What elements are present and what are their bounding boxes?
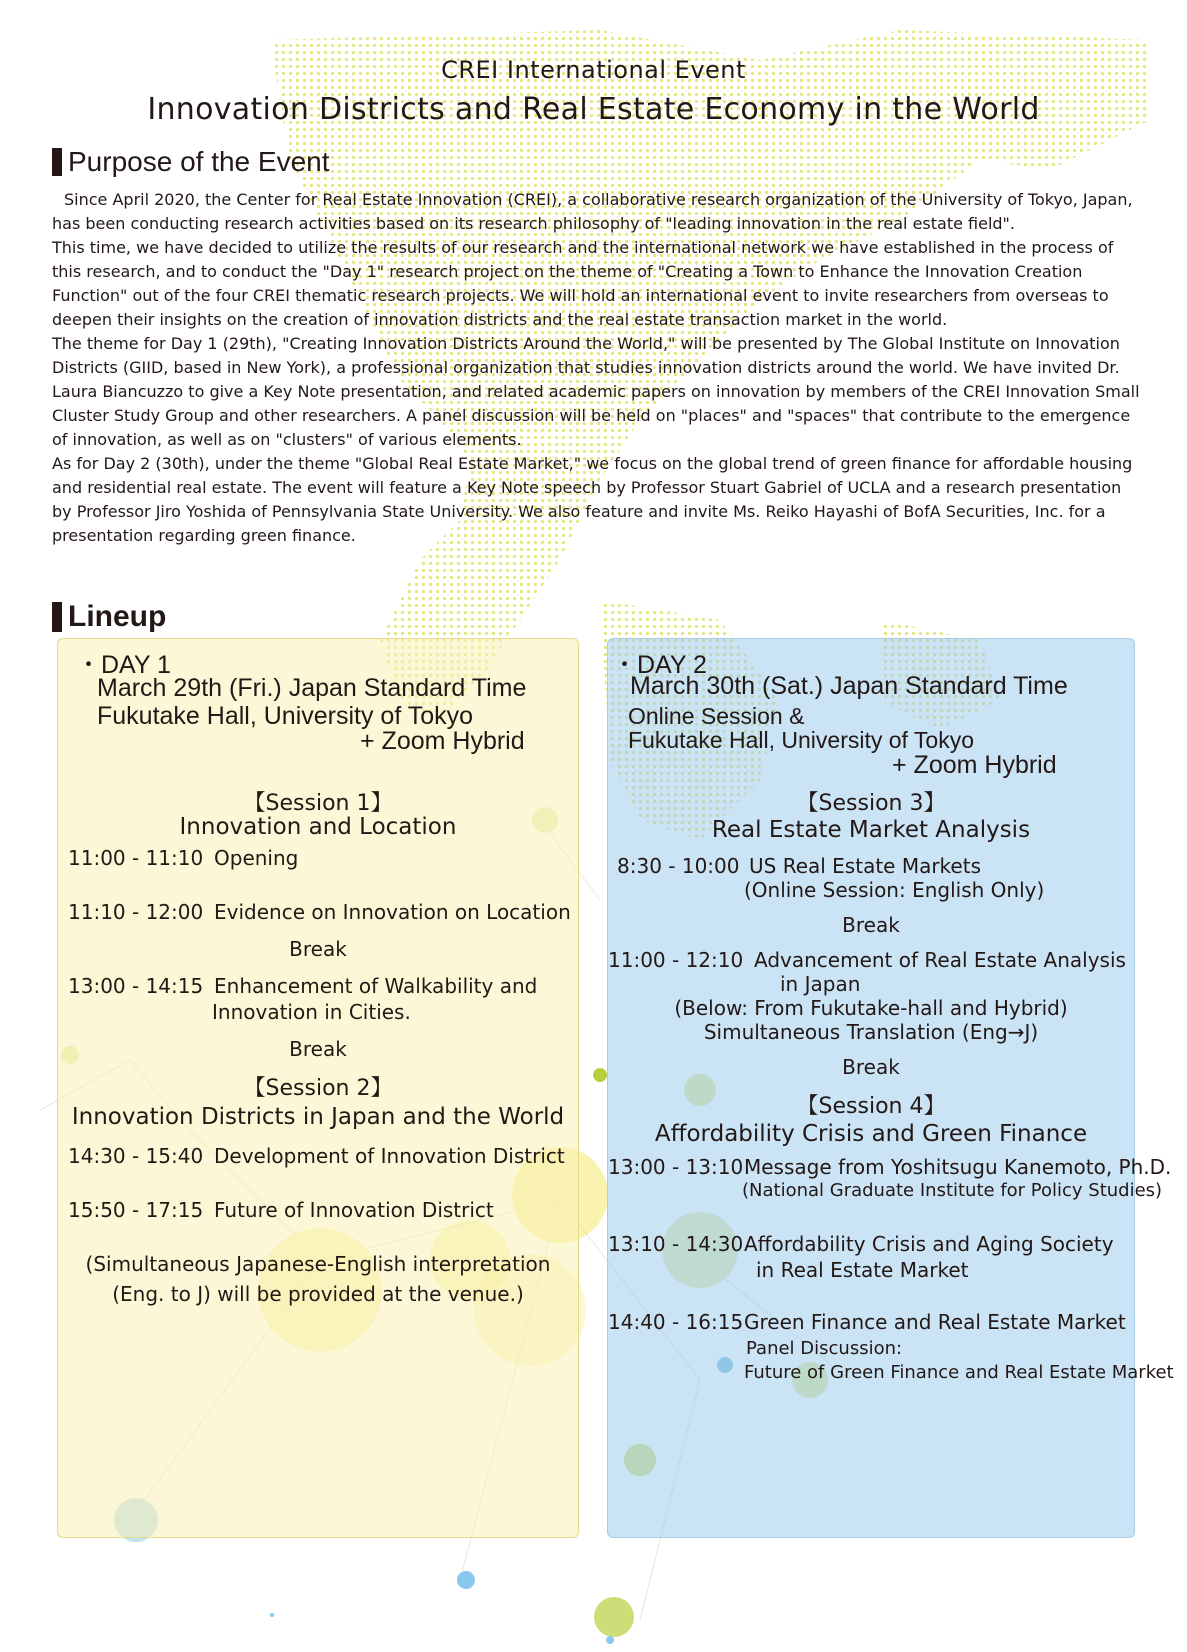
session3-label: 【Session 3】	[796, 791, 946, 816]
day2-venue: Fukutake Hall, University of Tokyo	[628, 727, 974, 753]
s3-item-title-cont: in Japan	[780, 972, 861, 996]
s4-item-title-cont: in Real Estate Market	[756, 1258, 969, 1282]
purpose-paragraph: As for Day 2 (30th), under the theme "Global Real Estate Market," we focus on the global trend of green finance for affordable housing and residential real estate. The event will feature a Key Note speech by Professor Stuart Gabriel of UCLA and a research presentation by Professor Jiro Yoshida of Pennsylvania State University. We also feature and invite Ms. Reiko Hayashi of BofA Securities, Inc. for a presentation regarding green finance.	[52, 454, 1133, 545]
break-label: Break	[289, 1037, 347, 1061]
lineup-heading	[52, 600, 166, 634]
event-label: CREI International Event	[441, 56, 746, 84]
session1-title: Innovation and Location	[179, 814, 457, 840]
heading-bar-icon	[52, 148, 62, 176]
session3-title: Real Estate Market Analysis	[711, 817, 1031, 843]
s4-item-sub: Future of Green Finance and Real Estate Market	[744, 1362, 1174, 1383]
event-title: Innovation Districts and Real Estate Economy in the World	[147, 92, 1040, 127]
s3-item-title: Advancement of Real Estate Analysis	[754, 948, 1126, 972]
s4-item-sub: (National Graduate Institute for Policy Studies)	[742, 1180, 1163, 1201]
break-label: Break	[289, 937, 347, 961]
purpose-paragraph: This time, we have decided to utilize the results of our research and the international network we have established in the process of this research, and to conduct the "Day 1" research project on the theme of "Creating a Town to Enhance the Innovation Creation Function" out of the four CREI thematic research projects. We will hold an international event to invite researchers from overseas to deepen their insights on the creation of innovation districts and the real estate transaction market in the world.	[52, 238, 1114, 329]
day1-label: ・DAY 1	[76, 651, 171, 679]
s3-item-title: US Real Estate Markets	[749, 854, 981, 878]
s1-item-time: 13:00 - 14:15	[68, 974, 204, 998]
s1-item-title-cont: Innovation in Cities.	[212, 1000, 411, 1024]
session4-title: Affordability Crisis and Green Finance	[654, 1121, 1088, 1147]
s2-item-time: 15:50 - 17:15	[68, 1198, 204, 1222]
day1-venue: Fukutake Hall, University of Tokyo	[97, 702, 474, 730]
s2-item-title: Future of Innovation District	[214, 1198, 494, 1222]
s1-item-title: Evidence on Innovation on Location	[214, 900, 571, 924]
purpose-heading	[52, 146, 330, 178]
s3-item-time: 11:00 - 12:10	[608, 948, 744, 972]
s1-item-time: 11:10 - 12:00	[68, 900, 204, 924]
s4-item-time: 13:10 - 14:30	[608, 1232, 744, 1256]
s2-item-title: Development of Innovation District	[214, 1144, 565, 1168]
s3-item-sub: (Below: From Fukutake-hall and Hybrid)	[674, 996, 1068, 1020]
s4-item-time: 13:00 - 13:10	[608, 1155, 744, 1179]
lineup-heading-text: Lineup	[68, 600, 167, 633]
break-label: Break	[842, 1055, 900, 1079]
s1-item-time: 11:00 - 11:10	[68, 846, 204, 870]
s2-item-time: 14:30 - 15:40	[68, 1144, 204, 1168]
s1-item-title: Opening	[214, 846, 299, 870]
interpretation-note: (Simultaneous Japanese-English interpretation	[85, 1252, 551, 1276]
s3-item-sub: Simultaneous Translation (Eng→J)	[703, 1020, 1039, 1044]
purpose-paragraph: Since April 2020, the Center for Real Estate Innovation (CREI), a collaborative research organization of the University of Tokyo, Japan, has been conducting research activities based on its research philosophy of "leading innovation in the real estate field".	[52, 190, 1133, 233]
s4-item-sub: Panel Discussion:	[746, 1338, 903, 1359]
day2-venue: Online Session &	[628, 703, 805, 729]
break-label: Break	[842, 913, 900, 937]
s4-item-title: Message from Yoshitsugu Kanemoto, Ph.D.	[744, 1155, 1172, 1179]
session2-title: Innovation Districts in Japan and the World	[71, 1104, 565, 1130]
session2-label: 【Session 2】	[243, 1076, 393, 1101]
s3-item-time: 8:30 - 10:00	[617, 854, 740, 878]
day2-venue-hybrid: + Zoom Hybrid	[892, 751, 1057, 779]
day1-venue-hybrid: + Zoom Hybrid	[360, 727, 525, 755]
s4-item-time: 14:40 - 16:15	[608, 1310, 744, 1334]
purpose-body	[52, 188, 1142, 548]
day2-label: ・DAY 2	[612, 651, 707, 679]
heading-bar-icon	[52, 602, 62, 632]
purpose-paragraph: The theme for Day 1 (29th), "Creating Innovation Districts Around the World," will be presented by The Global Institute on Innovation Districts (GIID, based in New York), a professional organization that studies innovation districts around the world. We have invited Dr. Laura Biancuzzo to give a Key Note presentation, and related academic papers on innovation by members of the CREI Innovation Small Cluster Study Group and other researchers. A panel discussion will be held on "places" and "spaces" that contribute to the emergence of innovation, as well as on "clusters" of various elements.	[52, 334, 1140, 449]
session1-label: 【Session 1】	[243, 791, 393, 816]
s3-item-sub: (Online Session: English Only)	[744, 878, 1045, 902]
s4-item-title: Green Finance and Real Estate Market	[744, 1310, 1126, 1334]
s1-item-title: Enhancement of Walkability and	[214, 974, 538, 998]
day1-date: March 29th (Fri.) Japan Standard Time	[97, 674, 527, 702]
session4-label: 【Session 4】	[796, 1094, 946, 1119]
day2-date: March 30th (Sat.) Japan Standard Time	[630, 672, 1068, 700]
interpretation-note: (Eng. to J) will be provided at the venue.)	[112, 1282, 524, 1306]
purpose-heading-text: Purpose of the Event	[68, 146, 330, 177]
s4-item-title: Affordability Crisis and Aging Society	[744, 1232, 1114, 1256]
